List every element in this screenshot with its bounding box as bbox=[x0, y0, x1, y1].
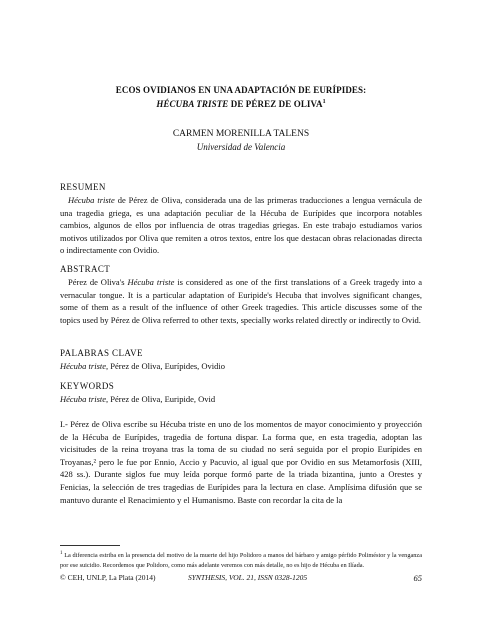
title-line-2 bbox=[60, 96, 422, 110]
page-number: 65 bbox=[413, 573, 422, 583]
footnote-rule bbox=[60, 545, 120, 546]
keywords-text bbox=[60, 393, 422, 405]
keywords-body: , Pérez de Oliva, Euripide, Ovid bbox=[106, 394, 216, 404]
title-footnote-mark: 1 bbox=[322, 99, 326, 105]
palabras-clave-text bbox=[60, 360, 422, 372]
resumen-text bbox=[60, 194, 422, 257]
article-title bbox=[60, 84, 422, 110]
title-line-1: ECOS OVIDIANOS EN UNA ADAPTACIÓN DE EURÍPIDES: bbox=[115, 85, 367, 95]
body-text: I.- Pérez de Oliva escribe su Hécuba triste en uno de los momentos de mayor conocimiento y proyección de la Hécuba de Eurípides, tragedia de fortuna dispar. La forma que, en esta tragedia, adoptan las vicisitudes de la reina troyana tras la toma de su ciudad no será seguida por el propio Eurípides en Troyanas,² pero le fue por Ennio, Accio y Pacuvio, al igual que por Ovidio en sus Metamorfosis (XIII, 428 ss.). Durante siglos fue muy leída porque formó parte de la triada bizantina, junto a Orestes y Fenicias, la selección de tres tragedias de Eurípides para la lectura en clase. Amplísima difusión que se mantuvo durante el Renacimiento y el Humanismo. Baste con recordar la cita de la bbox=[60, 419, 422, 505]
footnote-mark: 1 bbox=[60, 551, 63, 556]
author-name: CARMEN MORENILLA TALENS bbox=[172, 129, 310, 139]
title-rest: DE PÉREZ DE OLIVA bbox=[228, 99, 323, 109]
abstract-lead-italic: Hécuba triste bbox=[127, 277, 175, 287]
footer-journal: SYNTHESIS, VOL. 21, ISSN 0328-1205 bbox=[188, 573, 308, 582]
title-italic-part: HÉCUBA TRISTE bbox=[156, 99, 229, 109]
author-block bbox=[60, 128, 422, 154]
resumen-body: de Pérez de Oliva, considerada una de las primeras traducciones a lengua vernácula de una tragedia griega, es una adaptación peculiar de la Hécuba de Eurípides que incorpora notables cambios, algunos de ellos por influencia de otras tragedias griegas. En este trabajo estudiamos varios motivos utilizados por Oliva que remiten a otros textos, entre los que destacan obras relacionadas directa o indirectamente con Ovidio. bbox=[60, 195, 422, 256]
abstract-heading: ABSTRACT bbox=[60, 264, 111, 274]
palabras-body: , Pérez de Oliva, Eurípides, Ovidio bbox=[106, 361, 226, 371]
resumen-heading: RESUMEN bbox=[60, 182, 106, 192]
body-paragraph bbox=[60, 418, 422, 506]
footnote-text: La diferencia estriba en la presencia del motivo de la muerte del hijo Polidoro a manos del bárbaro y amigo pérfido Poliméstor y la venganza por ese suicidio. Recordemos que Polidoro, como más adelante veremos con más detalle, no es hijo de Hécuba en Ilíada. bbox=[60, 552, 422, 569]
author-affiliation: Universidad de Valencia bbox=[196, 142, 286, 152]
footnote bbox=[60, 549, 422, 570]
keywords-heading: KEYWORDS bbox=[60, 381, 115, 391]
palabras-lead-italic: Hécuba triste bbox=[60, 361, 107, 371]
palabras-clave-heading: PALABRAS CLAVE bbox=[60, 348, 143, 358]
footer-copyright: © CEH, UNLP, La Plata (2014) bbox=[60, 573, 156, 582]
resumen-lead-italic: Hécuba triste bbox=[68, 195, 115, 205]
abstract-lead: Pérez de Oliva's bbox=[68, 277, 128, 287]
abstract-body: is considered as one of the first translations of a Greek tragedy into a vernacular tongue. It is a particular adaptation of Euripide's Hecuba that involves significant changes, some of them as a result of the influence of other Greek tragedies. This article discusses some of the topics used by Pérez de Oliva referred to other texts, specially works related directly or indirectly to Ovid. bbox=[60, 277, 422, 325]
abstract-text bbox=[60, 276, 422, 326]
keywords-lead-italic: Hécuba triste bbox=[60, 394, 107, 404]
